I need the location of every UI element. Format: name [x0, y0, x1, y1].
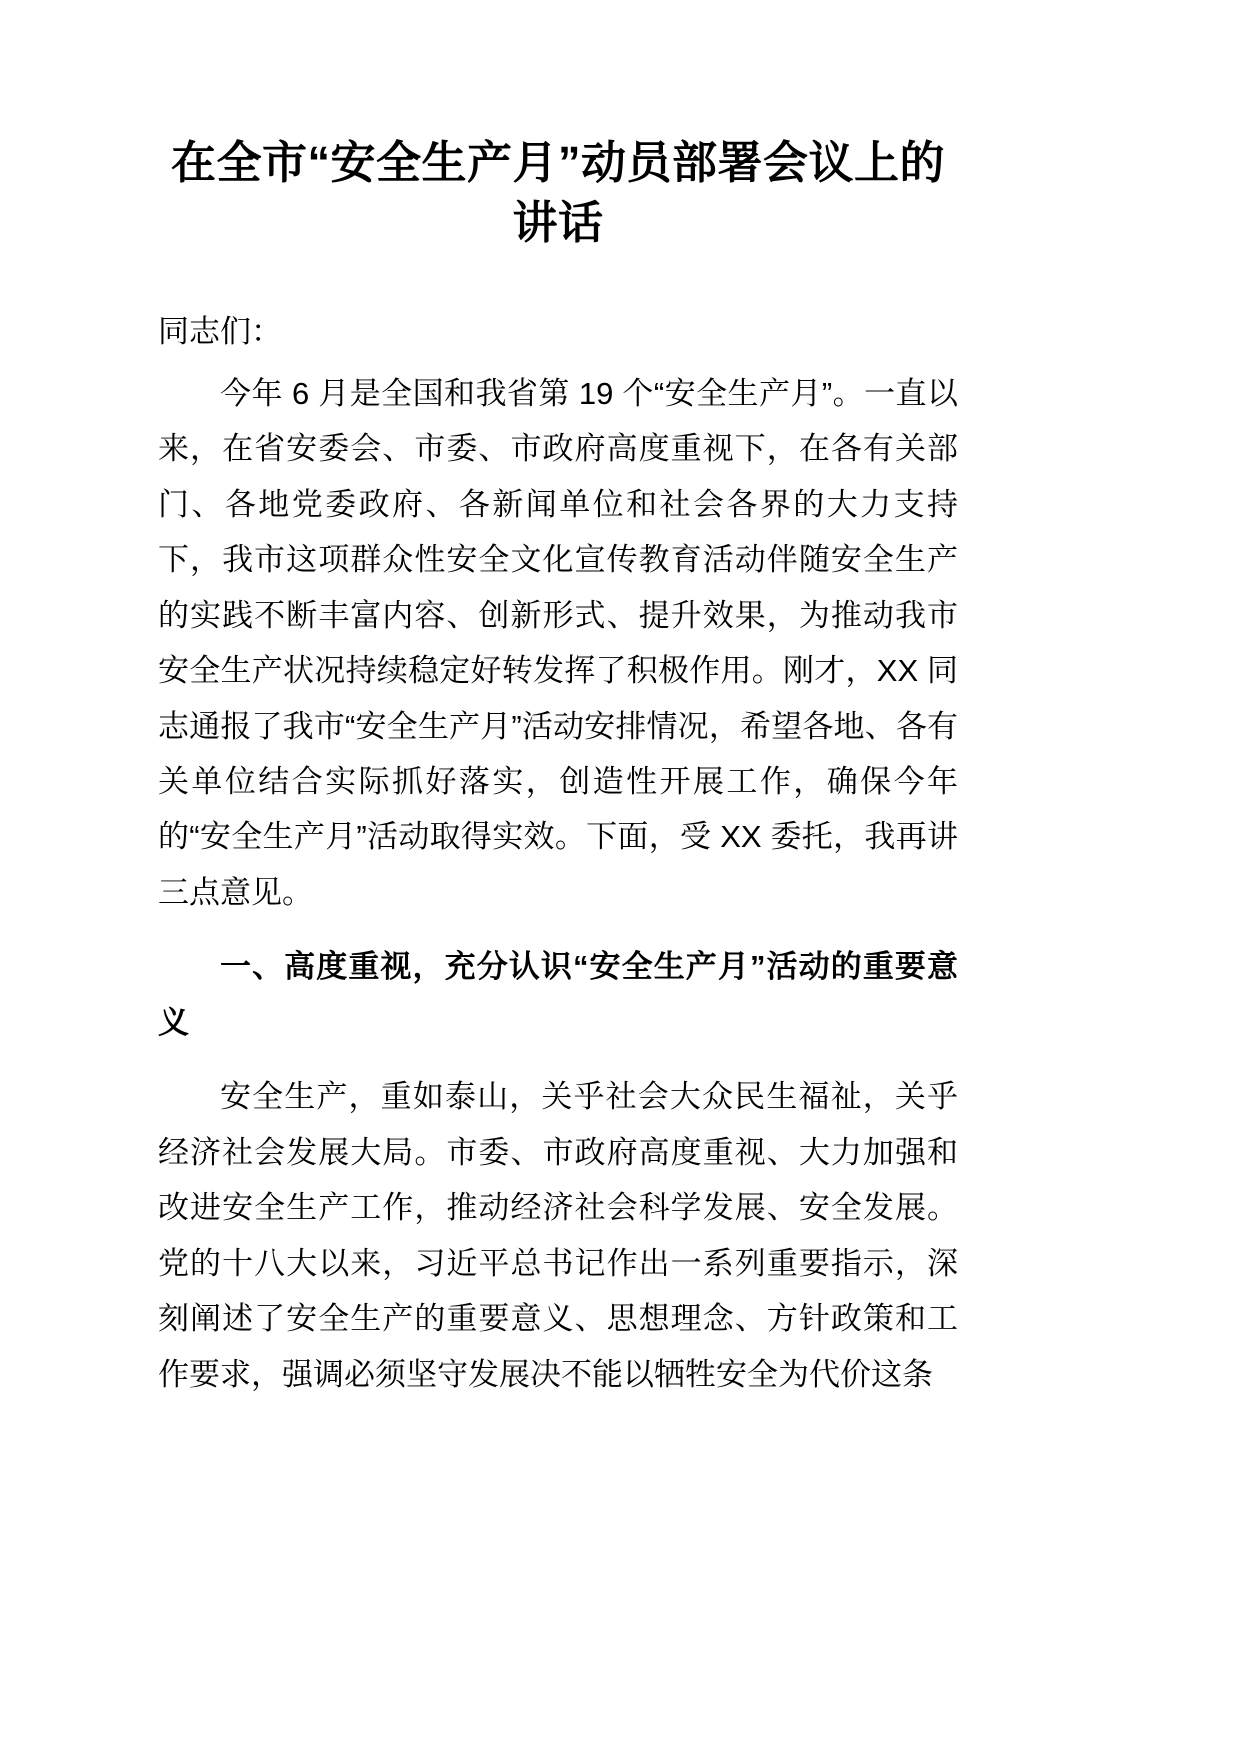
paragraph-section-one-body: 安全生产，重如泰山，关乎社会大众民生福祉，关乎经济社会发展大局。市委、市政府高度重视、大力加强和改进安全生产工作，推动经济社会科学发展、安全发展。党的十八大以来，习近平总书记作出一系列重要指示，深刻阐述了安全生产的重要意义、思想理念、方针政策和工作要求，强调必须坚守发展决不能以牺牲安全为代价这条	[158, 1079, 958, 1392]
salutation-line: 同志们：	[158, 313, 282, 349]
paragraph-intro: 今年 6 月是全国和我省第 19 个“安全生产月”。一直以来，在省安委会、市委、市政府高度重视下，在各有关部门、各地党委政府、各新闻单位和社会各界的大力支持下，我市这项群众性安全文化宣传教育活动伴随安全生产的实践不断丰富内容、创新形式、提升效果，为推动我市安全生产状况持续稳定好转发挥了积极作用。刚才，XX 同志通报了我市“安全生产月”活动安排情况，希望各地、各有关单位结合实际抓好落实，创造性开展工作，确保今年的“安全生产月”活动取得实效。下面，受 XX 委托，我再讲三点意见。	[158, 375, 958, 910]
page-title: 在全市“安全生产月”动员部署会议上的讲话	[170, 137, 945, 249]
section-heading-one: 一、高度重视，充分认识“安全生产月”活动的重要意义	[158, 949, 958, 1040]
document-content	[158, 0, 958, 1402]
